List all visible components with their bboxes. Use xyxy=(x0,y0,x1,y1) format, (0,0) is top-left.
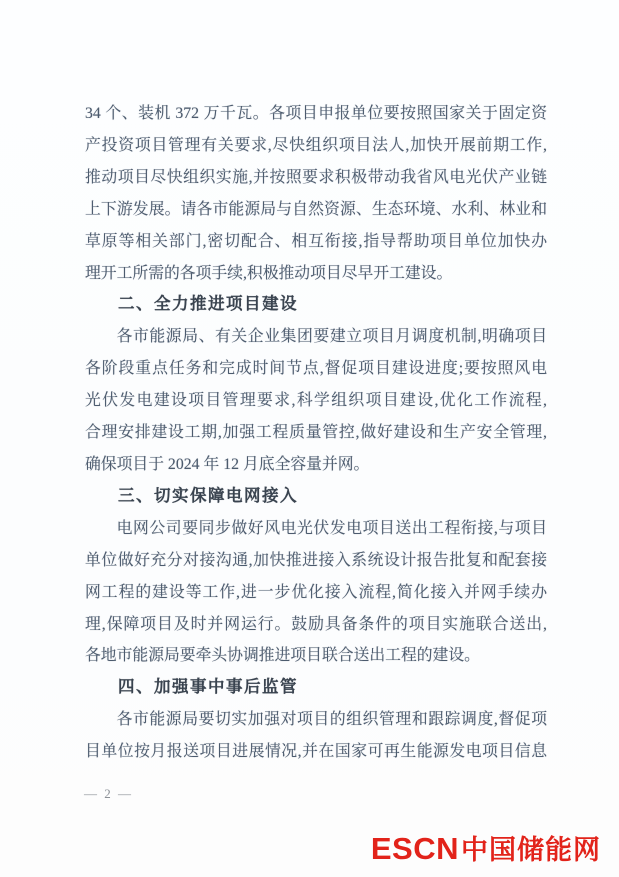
section-heading: 三、切实保障电网接入 xyxy=(118,486,298,505)
text-line: 各地市能源局要牵头协调推进项目联合送出工程的建设。 xyxy=(85,647,480,665)
text-line: 单位做好充分对接沟通,加快推进接入系统设计报告批复和配套接 xyxy=(85,551,547,569)
text-line: 光伏发电建设项目管理要求,科学组织项目建设,优化工作流程, xyxy=(85,392,547,410)
text-line: 网工程的建设等工作,进一步优化接入流程,简化接入并网手续办 xyxy=(85,583,547,601)
section-heading: 二、全力推进项目建设 xyxy=(118,295,298,314)
text-line: 上下游发展。请各市能源局与自然资源、生态环境、水利、林业和 xyxy=(85,200,547,218)
text-line: 各阶段重点任务和完成时间节点,督促项目建设进度;要按照风电 xyxy=(85,360,547,378)
text-line: 产投资项目管理有关要求,尽快组织项目法人,加快开展前期工作, xyxy=(85,136,547,154)
text-line: 草原等相关部门,密切配合、相互衔接,指导帮助项目单位加快办 xyxy=(85,232,547,250)
escn-logo xyxy=(371,828,601,867)
text-line: 理,保障项目及时并网运行。鼓励具备条件的项目实施联合送出, xyxy=(85,615,547,633)
text-line: 目单位按月报送项目进展情况,并在国家可再生能源发电项目信息 xyxy=(85,743,547,761)
section-heading: 四、加强事中事后监管 xyxy=(118,678,298,697)
text-line: 合理安排建设工期,加强工程质量管控,做好建设和生产安全管理, xyxy=(85,424,547,442)
text-line: 各市能源局要切实加强对项目的组织管理和跟踪调度,督促项 xyxy=(116,711,547,729)
document-body xyxy=(85,98,547,768)
text-line: 确保项目于 2024 年 12 月底全容量并网。 xyxy=(85,455,370,473)
escn-logo-chinese: 中国储能网 xyxy=(461,835,601,865)
page-number: — 2 — xyxy=(84,786,133,801)
text-line: 推动项目尽快组织实施,并按照要求积极带动我省风电光伏产业链 xyxy=(85,168,547,186)
text-line: 34 个、装机 372 万千瓦。各项目申报单位要按照国家关于固定资 xyxy=(85,105,547,122)
text-line: 理开工所需的各项手续,积极推动项目尽早开工建设。 xyxy=(85,264,453,282)
text-line: 电网公司要同步做好风电光伏发电项目送出工程衔接,与项目 xyxy=(116,519,547,537)
escn-logo-latin: ESCN xyxy=(370,831,459,866)
text-line: 各市能源局、有关企业集团要建立项目月调度机制,明确项目 xyxy=(116,328,547,346)
